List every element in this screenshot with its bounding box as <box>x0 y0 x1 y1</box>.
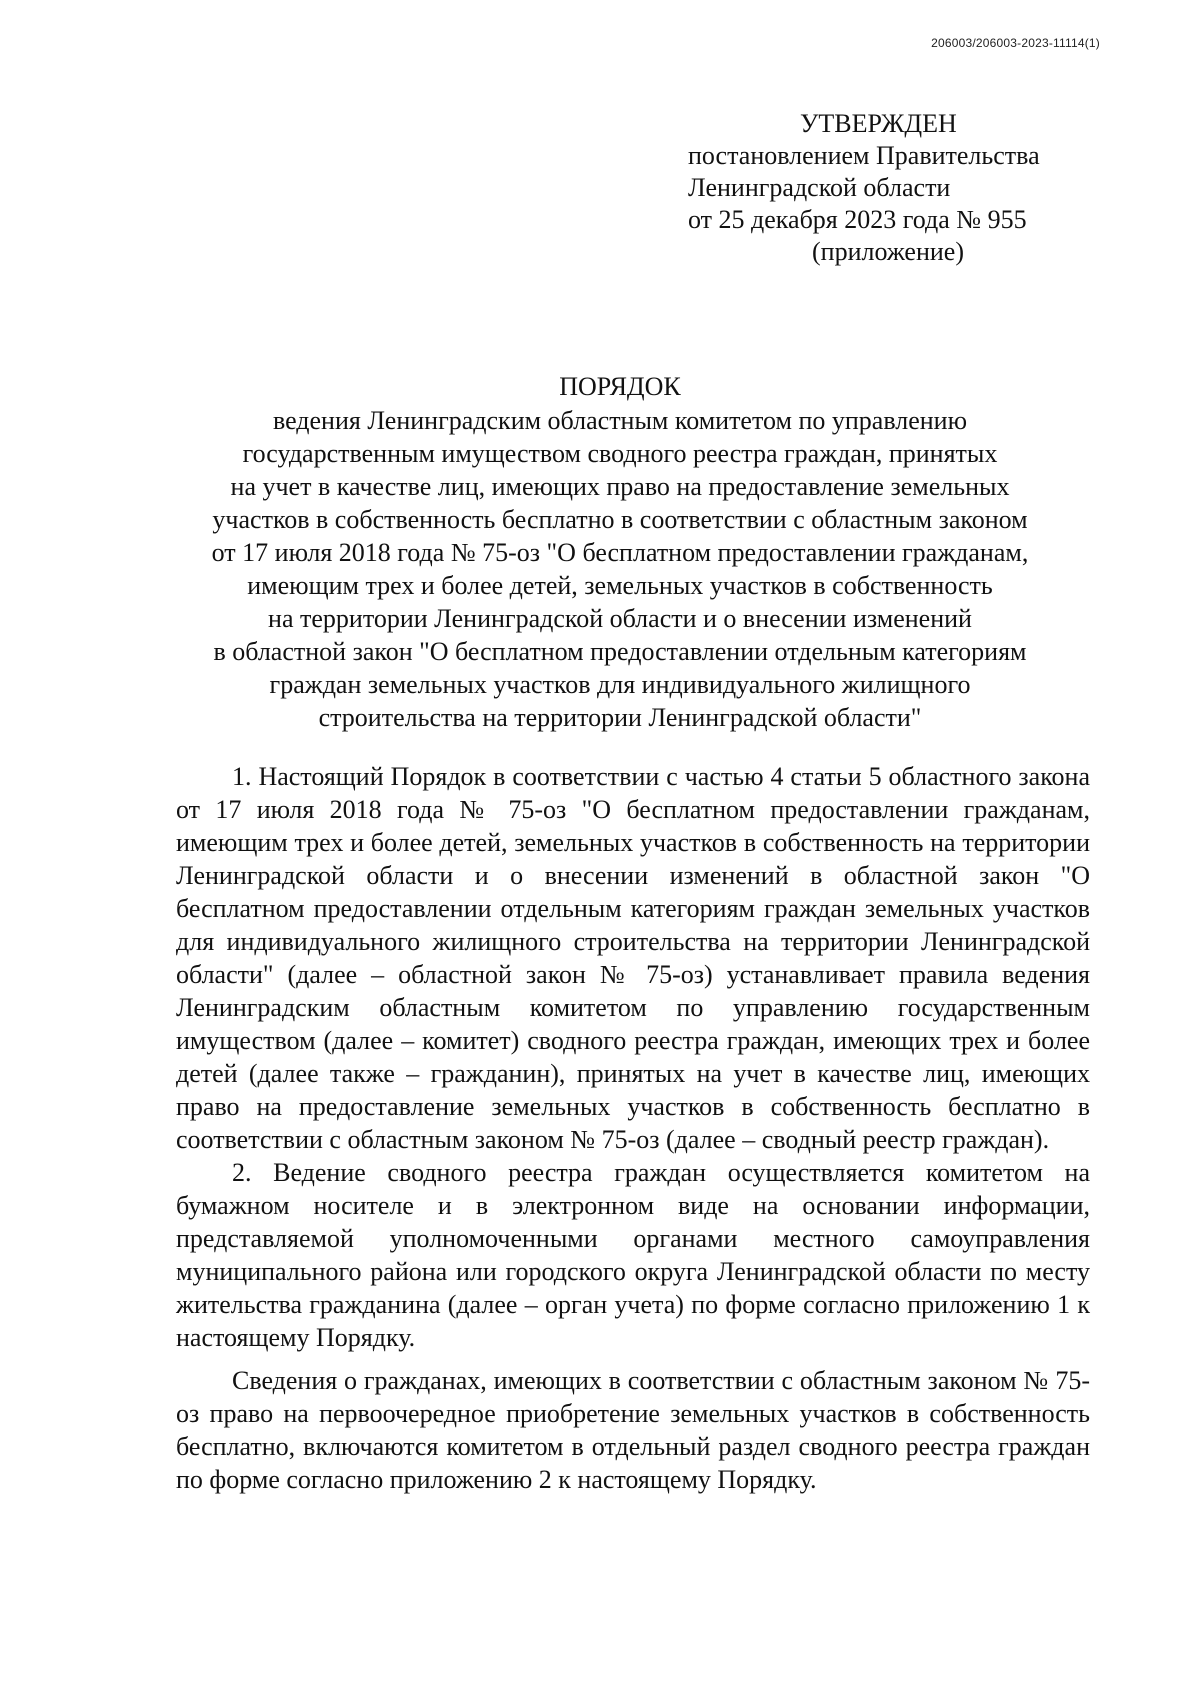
heading-line: на учет в качестве лиц, имеющих право на предоставление земельных <box>230 472 1010 501</box>
document-heading <box>150 370 1090 734</box>
heading-line: участков в собственность бесплатно в соответствии с областным законом <box>212 505 1028 534</box>
approval-line: Ленинградской области <box>688 173 951 202</box>
heading-line: на территории Ленинградской области и о внесении изменений <box>268 604 972 633</box>
document-registration-code: 206003/206003-2023-11114(1) <box>931 36 1100 50</box>
approval-title: УТВЕРЖДЕН <box>800 109 957 138</box>
paragraph-3: Сведения о гражданах, имеющих в соответствии с областным законом № 75-оз право на первоочередное приобретение земельных участков в собственность бесплатно, включаются комитетом в отдельный раздел сводного реестра граждан по форме согласно приложению 2 к настоящему Порядку. <box>176 1366 1090 1494</box>
paragraph-2: 2. Ведение сводного реестра граждан осуществляется комитетом на бумажном носителе и в электронном виде на основании информации, представляемой уполномоченными органами местного самоуправления муниципального района или городского округа Ленинградской области по месту жительства гражданина (далее – орган учета) по форме согласно приложению 1 к настоящему Порядку. <box>176 1158 1090 1352</box>
heading-line: строительства на территории Ленинградской области" <box>318 703 922 732</box>
heading-line: от 17 июля 2018 года № 75-оз "О бесплатном предоставлении гражданам, <box>211 538 1029 567</box>
heading-line: ведения Ленинградским областным комитетом по управлению <box>272 406 968 435</box>
approval-line: постановлением Правительства <box>688 141 1040 170</box>
heading-line: имеющим трех и более детей, земельных участков в собственность <box>247 571 993 600</box>
document-body <box>176 760 1090 1496</box>
heading-line: в областной закон "О бесплатном предоставлении отдельным категориям <box>213 637 1027 666</box>
heading-line: граждан земельных участков для индивидуального жилищного <box>269 670 971 699</box>
document-title: ПОРЯДОК <box>559 372 681 401</box>
approval-line: от 25 декабря 2023 года № 955 <box>688 205 1027 234</box>
approval-note: (приложение) <box>812 237 965 266</box>
paragraph-1: 1. Настоящий Порядок в соответствии с частью 4 статьи 5 областного закона от 17 июля 2018 года № 75-оз "О бесплатном предоставлении гражданам, имеющим трех и более детей, земельных участков в собственность на территории Ленинградской области и о внесении изменений в областной закон "О бесплатном предоставлении отдельным категориям граждан земельных участков для индивидуального жилищного строительства на территории Ленинградской области" (далее – областной закон № 75-оз) устанавливает правила ведения Ленинградским областным комитетом по управлению государственным имуществом (далее – комитет) сводного реестра граждан, имеющих трех и более детей (далее также – гражданин), принятых на учет в качестве лиц, имеющих право на предоставление земельных участков в собственность бесплатно в соответствии с областным законом № 75-оз (далее – сводный реестр граждан). <box>176 762 1090 1154</box>
approval-stamp-block <box>688 108 1108 268</box>
heading-line: государственным имуществом сводного реестра граждан, принятых <box>242 439 998 468</box>
